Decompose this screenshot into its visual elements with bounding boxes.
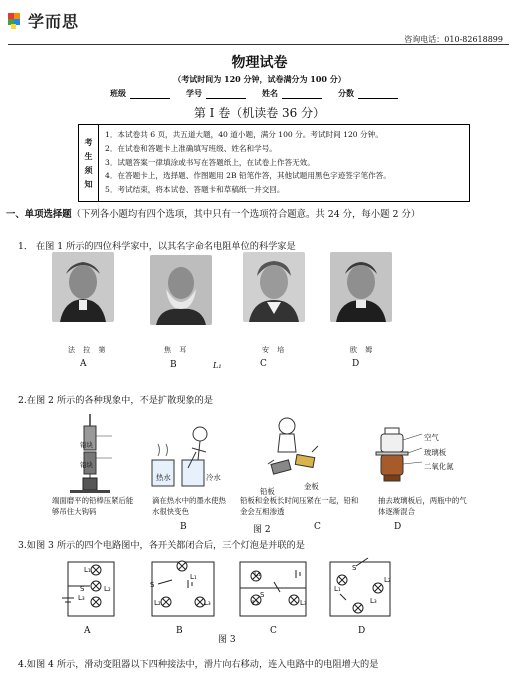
notice-item: 4．在答题卡上，选择题、作图题用 2B 铅笔作答，其他试题用黑色字迹签字笔作答。 <box>105 171 391 181</box>
name-label: 姓名 <box>262 88 278 98</box>
notice-item: 2．在试卷和答题卡上准确填写班级、姓名和学号。 <box>105 143 277 153</box>
lead-blocks-illustration <box>70 414 112 493</box>
notice-head-char: 考 <box>84 136 93 147</box>
lamp-label: L₂ <box>104 585 111 593</box>
option-label: B <box>176 626 183 636</box>
section-heading <box>6 208 511 222</box>
lamp-label: L₂ <box>154 599 161 607</box>
option-label: D <box>358 626 366 636</box>
student-fields <box>110 88 398 99</box>
contact-phone: 咨询电话：010-82618899 <box>404 35 503 44</box>
option-label: B <box>170 360 177 370</box>
switch-label: S <box>150 581 155 589</box>
figure-caption: 滴在热水中的墨水使热水很快变色 <box>152 496 226 516</box>
score-label: 分数 <box>338 88 354 98</box>
glass-label: 玻璃板 <box>424 448 447 457</box>
section-desc: （下列各小题均有四个选项，其中只有一个选项符合题意。共 24 分，每小题 2 分） <box>71 209 421 220</box>
lead-label: 铅块 <box>80 441 93 449</box>
section-title: 一、单项选择题 <box>6 209 72 220</box>
question-2-text: 2.在图 2 所示的各种现象中，不是扩散现象的是 <box>18 395 214 406</box>
portrait-joule-image <box>150 255 212 325</box>
question-3-text: 3.如图 3 所示的四个电路图中，各开关都闭合后，三个灯泡是并联的是 <box>18 540 305 551</box>
logo-mark-icon <box>8 13 24 29</box>
number-blank[interactable] <box>206 88 246 99</box>
option-label: B <box>180 522 187 532</box>
notice-head-char: 生 <box>84 150 93 161</box>
switch-label: S <box>260 591 265 599</box>
lamp-label: L₂ <box>384 576 391 584</box>
notice-item: 1．本试卷共 6 页，共五道大题，40 道小题，满分 100 分。考试时间 120 分钟。 <box>105 130 383 139</box>
figure-caption: 端面磨平的铅棒压紧后能够吊住大钩码 <box>52 496 134 516</box>
lamp-label: L₁ <box>334 585 341 593</box>
lead-board-label: 铅板 <box>260 487 275 496</box>
notice-head <box>79 125 99 201</box>
cold-water-label: 冷水 <box>206 473 221 482</box>
number-label: 学号 <box>186 88 202 98</box>
notice-box <box>78 124 470 202</box>
option-label: C <box>260 359 267 369</box>
score-blank[interactable] <box>358 88 398 99</box>
option-label: A <box>80 359 87 369</box>
hot-water-label: 热水 <box>156 473 171 482</box>
lamp-label: L₃ <box>78 594 85 602</box>
scientist-name: 焦 耳 <box>164 346 190 354</box>
figure-caption: 铅板和金板长时间压紧在一起，铅和金会互相渗透 <box>240 496 359 516</box>
exam-title: 物理试卷 <box>231 55 288 71</box>
notice-head-char: 知 <box>84 178 93 189</box>
lead-label: 铅块 <box>80 461 93 469</box>
notice-item: 3．试题答案一律填涂或书写在答题纸上，在试卷上作答无效。 <box>105 157 315 167</box>
option-label: A <box>84 626 91 636</box>
logo <box>8 9 79 32</box>
air-label: 空气 <box>424 433 439 442</box>
figure-label: 图 2 <box>253 525 271 535</box>
scientist-name: 安 培 <box>262 346 288 354</box>
question-4-text: 4.如图 4 所示，滑动变阻器以下四种接法中，滑片向右移动，连入电路中的电阻增大的是 <box>18 659 379 670</box>
lamp-label: L₃ <box>300 599 307 607</box>
portrait-ohm-image <box>330 252 392 322</box>
lamp-label: L₁ <box>254 570 261 578</box>
option-label: C <box>270 626 277 636</box>
lamp-label: L₂ <box>252 599 259 607</box>
gold-board-label: 金板 <box>304 482 319 491</box>
scientist-name: 法 拉 第 <box>68 346 109 354</box>
stray-label: L₁ <box>213 361 222 370</box>
portrait-faraday-image <box>52 252 114 322</box>
switch-label: S <box>80 585 85 593</box>
switch-label: S <box>352 564 357 572</box>
header-divider <box>8 44 509 45</box>
question-1-text: 1． 在图 1 所示的四位科学家中，以其名字命名电阻单位的科学家是 <box>18 241 296 252</box>
lamp-label: L₃ <box>370 597 377 605</box>
option-label: D <box>352 359 360 369</box>
class-label: 班级 <box>110 88 126 98</box>
notice-item: 5．考试结束，将本试卷、答题卡和草稿纸一并交回。 <box>105 185 285 195</box>
logo-text: 学而思 <box>28 12 80 31</box>
figure-label: 图 3 <box>218 635 236 645</box>
notice-list <box>99 125 397 201</box>
notice-head-char: 须 <box>84 164 93 175</box>
exam-subtitle: （考试时间为 120 分钟，试卷满分为 100 分） <box>173 74 346 84</box>
option-label: D <box>394 522 402 532</box>
figure-caption: 抽去玻璃板后，两瓶中的气体逐渐混合 <box>378 496 467 516</box>
lamp-label: L₁ <box>190 573 197 581</box>
gas-bottles-illustration <box>376 428 422 481</box>
no2-label: 二氧化氮 <box>424 462 454 471</box>
option-label: C <box>314 522 321 532</box>
name-blank[interactable] <box>282 88 322 99</box>
lead-gold-boards-illustration <box>268 418 318 474</box>
class-blank[interactable] <box>130 88 170 99</box>
lamp-label: L₁ <box>84 566 91 574</box>
lamp-label: L₃ <box>204 599 211 607</box>
figure-3-circuits <box>60 556 420 624</box>
portrait-ampere-image <box>243 252 305 322</box>
scientist-name: 欧 姆 <box>350 346 376 354</box>
volume-heading: 第 I 卷（机读卷 36 分） <box>193 106 326 120</box>
